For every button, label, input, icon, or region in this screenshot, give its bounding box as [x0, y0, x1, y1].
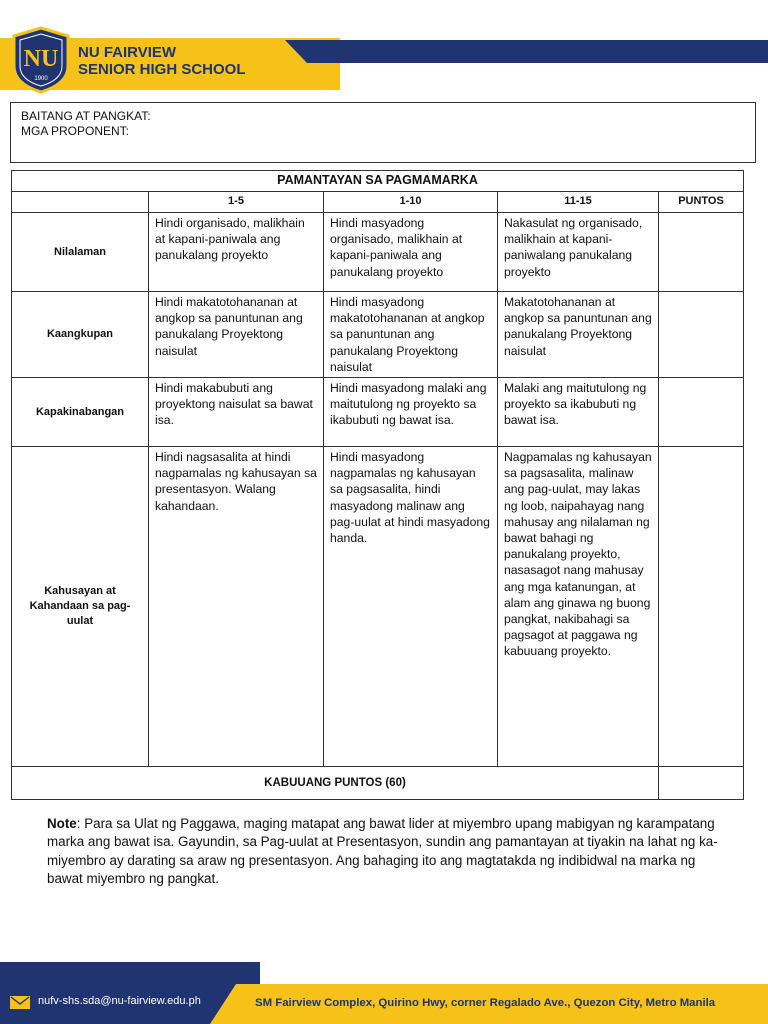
rubric-title: PAMANTAYAN SA PAGMAMARKA [12, 171, 744, 192]
total-row [12, 767, 744, 800]
header-navy-band [285, 40, 768, 63]
table-row [12, 292, 744, 378]
note-text: : Para sa Ulat ng Paggawa, maging matapat ang bawat lider at miyembro upang mabigyan ng karampatang marka ang bawat isa. Gayundin, sa Pag-uulat at Presentasyon, sundin ang pamantayan at tiyakin na lahat ng ka-miyembro ay darating sa araw ng presentasyon. Ang bahaging ito ang magtatakda ng indibidwal na marka ng bawat miyembro ng pangkat. [47, 816, 718, 886]
school-name-line2: SENIOR HIGH SCHOOL [78, 61, 246, 78]
school-logo-icon [10, 26, 72, 94]
descriptor-cell: Malaki ang maitutulong ng proyekto sa ikabubuti ng bawat isa. [498, 378, 659, 447]
criterion-label: Kahusayan at Kahandaan sa pag-uulat [12, 447, 149, 767]
descriptor-cell: Hindi makatotohananan at angkop sa panuntunan ang panukalang Proyektong naisulat [149, 292, 324, 378]
descriptor-cell: Hindi nagsasalita at hindi nagpamalas ng kahusayan sa presentasyon. Walang kahandaan. [149, 447, 324, 767]
descriptor-cell: Hindi makabubuti ang proyektong naisulat sa bawat isa. [149, 378, 324, 447]
criterion-label: Kaangkupan [12, 292, 149, 378]
footer-email-link[interactable]: nufv-shs.sda@nu-fairview.edu.ph [38, 995, 201, 1007]
rubric-title-row [12, 171, 744, 192]
total-label: KABUUANG PUNTOS (60) [12, 767, 659, 800]
note-label: Note [47, 816, 77, 831]
criterion-label: Nilalaman [12, 213, 149, 292]
descriptor-cell: Hindi masyadong organisado, malikhain at kapani-paniwala ang panukalang proyekto [324, 213, 498, 292]
criterion-header [12, 192, 149, 213]
descriptor-cell: Nagpamalas ng kahusayan sa pagsasalita, malinaw ang pag-uulat, may lakas ng loob, naipahayag nang mahusay ang nilalaman ng bawat bahagi ng panukalang proyekto, nasasagot nang mahusay ang mga katanungan, at alam ang ginawa ng buong pangkat, nakibahagi sa pagsagot at paggawa ng kabuuang proyekto. [498, 447, 659, 767]
descriptor-cell: Hindi masyadong nagpamalas ng kahusayan sa pagsasalita, hindi masyadong malinaw ang pag-uulat at hindi masyadong handa. [324, 447, 498, 767]
total-points-cell[interactable] [659, 767, 744, 800]
school-name [78, 44, 246, 78]
score-header-1: 1-5 [149, 192, 324, 213]
logo-year: 1900 [34, 76, 48, 82]
note-paragraph [47, 815, 727, 888]
points-header: PUNTOS [659, 192, 744, 213]
descriptor-cell: Hindi masyadong makatotohananan at angkop sa panuntunan ang panukalang Proyektong naisulat [324, 292, 498, 378]
grade-section-label: BAITANG AT PANGKAT: [21, 109, 151, 123]
descriptor-cell: Hindi organisado, malikhain at kapani-paniwala ang panukalang proyekto [149, 213, 324, 292]
points-cell[interactable] [659, 213, 744, 292]
rubric-header-row [12, 192, 744, 213]
points-cell[interactable] [659, 447, 744, 767]
score-header-3: 11-15 [498, 192, 659, 213]
letterhead-footer [0, 962, 768, 1024]
proponents-label: MGA PROPONENT: [21, 124, 130, 138]
grading-rubric-table [11, 170, 744, 800]
descriptor-cell: Hindi masyadong malaki ang maitutulong ng proyekto sa ikabubuti ng bawat isa. [324, 378, 498, 447]
school-name-line1: NU FAIRVIEW [78, 44, 177, 61]
mail-icon [10, 996, 30, 1009]
group-info-box [10, 102, 756, 163]
letterhead-header [0, 0, 768, 100]
table-row [12, 213, 744, 292]
points-cell[interactable] [659, 292, 744, 378]
table-row [12, 447, 744, 767]
footer-address: SM Fairview Complex, Quirino Hwy, corner Regalado Ave., Quezon City, Metro Manila [255, 997, 716, 1009]
criterion-label: Kapakinabangan [12, 378, 149, 447]
points-cell[interactable] [659, 378, 744, 447]
logo-letters: NU [23, 46, 59, 72]
descriptor-cell: Makatotohananan at angkop sa panuntunan ang panukalang Proyektong naisulat [498, 292, 659, 378]
score-header-2: 1-10 [324, 192, 498, 213]
descriptor-cell: Nakasulat ng organisado, malikhain at kapani-paniwalang panukalang proyekto [498, 213, 659, 292]
table-row [12, 378, 744, 447]
